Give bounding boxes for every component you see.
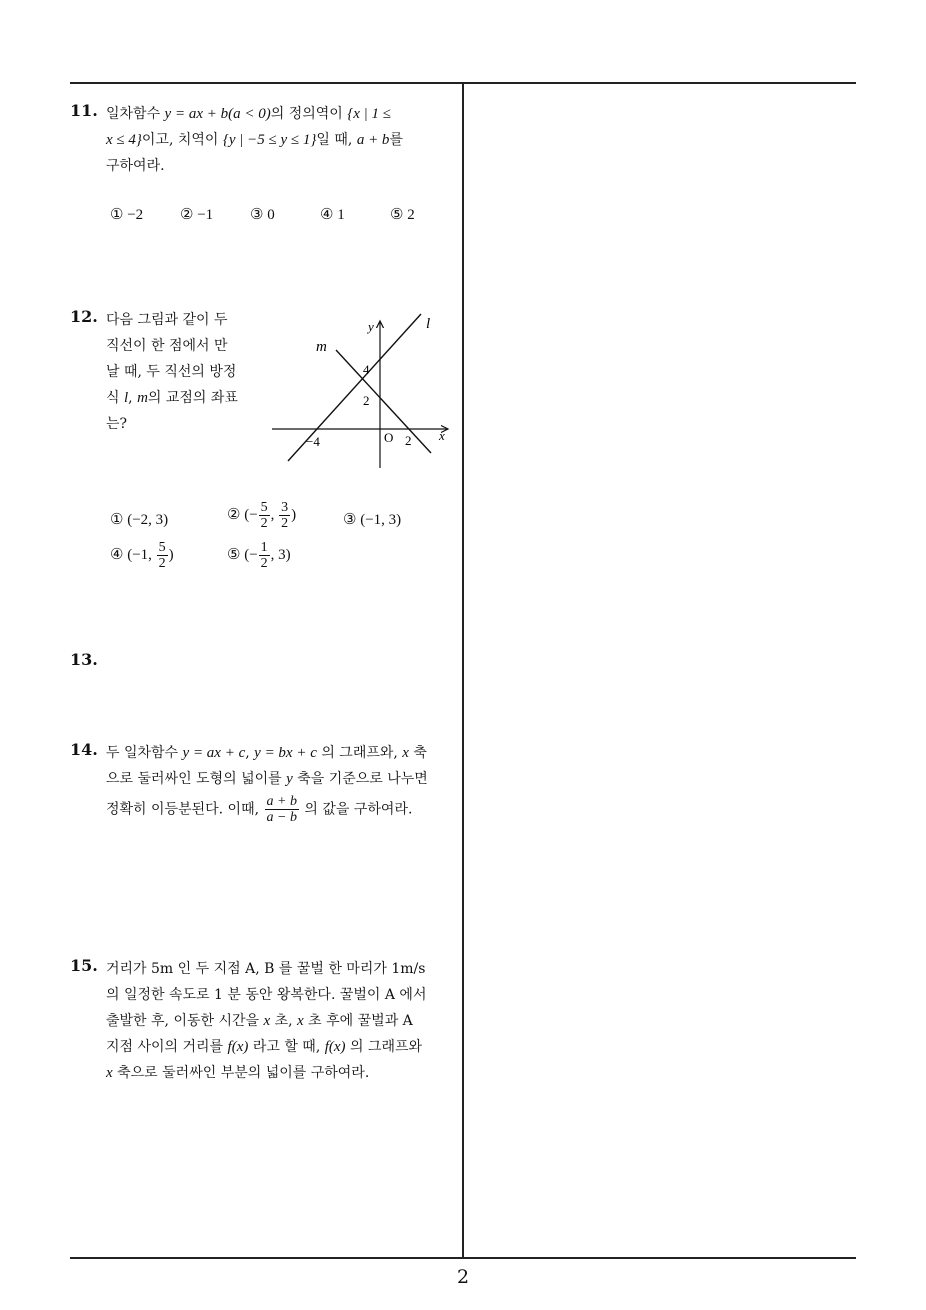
choice-4[interactable]: ④ (−1, $\frac{5}{2}$ ) [110,540,174,571]
problem-number: 13. [70,650,98,669]
origin-label: O [384,430,394,445]
choice-2[interactable]: ② (− $\frac{5}{2}$ , $\frac{3}{2}$ ) [227,500,297,531]
math-expression: {y | −5 ≤ y ≤ 1} [222,132,317,148]
math-expression: l [123,390,129,406]
math-expression: x [263,1013,271,1029]
math-expression: y = ax + c [182,745,246,761]
text-line: 직선이 한 점에서 만 [106,338,228,354]
math-expression: m [137,390,148,406]
choice-3[interactable]: ③ (−1, 3) [343,512,402,528]
text-line: 출발한 후, 이동한 시간을 x 초, x 초 후에 꿀벌과 A [106,1013,413,1029]
text-line: 구하여라. [106,158,165,174]
line-l-label: l [426,316,431,332]
y-axis-label: y [368,319,374,334]
text-line: x 축으로 둘러싸인 부분의 넓이를 구하여라. [106,1065,370,1081]
math-expression: x [402,745,409,761]
math-expression: y = bx + c [254,745,317,761]
math-expression: {x | 1 ≤ [347,106,392,122]
text-line: 지점 사이의 거리를 f(x) 라고 할 때, f(x) 의 그래프와 [106,1039,423,1055]
math-expression: y [286,771,293,787]
choice-1[interactable]: ① −2 [110,207,144,223]
choice-4[interactable]: ④ 1 [320,207,345,223]
text-line: 두 일차함수 y = ax + c, y = bx + c 의 그래프와, x 축 [106,745,427,761]
problem-text [106,101,403,179]
text-line: 식 l, m의 교점의 좌표 [106,390,238,406]
text-line: 다음 그림과 같이 두 [106,312,228,328]
math-expression: f(x) [227,1039,249,1055]
text-line: 일차함수 y = ax + b(a < 0)의 정의역이 {x | 1 ≤ [106,106,392,122]
choice-5[interactable]: ⑤ (− $\frac{1}{2}$ , 3) [227,540,291,571]
tick-y4: 4 [363,362,370,377]
choice-1[interactable]: ① (−2, 3) [110,512,169,528]
math-expression: y = ax + b(a < 0) [164,106,271,122]
problem-number: 15. [70,956,98,975]
text-line: 날 때, 두 직선의 방정 [106,364,237,380]
tick-x2: 2 [405,433,412,448]
choice-5[interactable]: ⑤ 2 [390,207,415,223]
text-line: 거리가 5m 인 두 지점 A, B 를 꿀벌 한 마리가 1m/s [106,961,426,977]
column-divider [462,82,464,1258]
problem-number: 11. [70,101,98,120]
math-expression: x [106,1065,113,1081]
choice-2[interactable]: ② −1 [180,207,214,223]
line-graph [265,308,460,468]
math-expression: f(x) [324,1039,346,1055]
math-expression: a + b [356,132,390,148]
line-m-label: m [316,339,327,355]
problem-text [106,740,428,825]
bottom-rule [70,1257,856,1259]
page-number: 2 [456,1266,470,1288]
text-line: 는? [106,416,128,432]
problem-text [106,307,238,437]
problem-text [106,956,426,1086]
problem-number: 14. [70,740,98,759]
problem-number: 12. [70,307,98,326]
problem-14-last-line: 정확히 이등분된다. 이때, $\frac{a + b}{a - b}$ 의 값을 구하여라. [106,794,413,825]
tick-y2: 2 [363,393,370,408]
choice-3[interactable]: ③ 0 [250,207,275,223]
text-line: x ≤ 4}이고, 치역이 {y | −5 ≤ y ≤ 1}일 때, a + b를 [106,132,403,148]
text-line: 으로 둘러싸인 도형의 넓이를 y 축을 기준으로 나누면 [106,771,428,787]
tick-x-neg4: −4 [306,434,320,449]
x-axis-label: x [439,428,445,443]
text-line: 의 일정한 속도로 1 분 동안 왕복한다. 꿀벌이 A 에서 [106,987,427,1003]
math-expression: x ≤ 4} [106,132,142,148]
math-expression: x [297,1013,304,1029]
